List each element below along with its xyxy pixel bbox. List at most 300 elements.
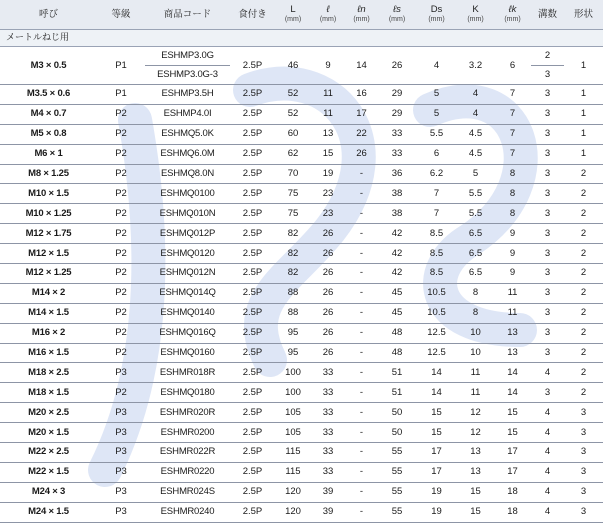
chamfer: 2.5P <box>230 323 275 343</box>
square-length: 11 <box>494 283 531 303</box>
product-code: ESHMQ5.0K <box>145 124 230 144</box>
table-row <box>0 244 603 264</box>
table-row <box>0 47 603 85</box>
col-ls-header <box>378 0 416 30</box>
shank-length: 51 <box>378 363 416 383</box>
nominal-size: M8 × 1.25 <box>0 164 97 184</box>
shank-diameter: 4 <box>416 47 457 85</box>
neck-length: - <box>345 403 378 423</box>
nominal-size: M22 × 2.5 <box>0 443 97 463</box>
shank-diameter: 15 <box>416 423 457 443</box>
shank-diameter: 6.2 <box>416 164 457 184</box>
neck-length: - <box>345 363 378 383</box>
header-label: ℓs <box>393 4 401 16</box>
nominal-size: M14 × 1.5 <box>0 303 97 323</box>
flute-count: 3 <box>531 104 564 124</box>
shank-length: 36 <box>378 164 416 184</box>
shank-length: 55 <box>378 482 416 502</box>
shank-length: 29 <box>378 104 416 124</box>
neck-length: - <box>345 462 378 482</box>
nominal-size: M24 × 1.5 <box>0 502 97 522</box>
neck-length: - <box>345 164 378 184</box>
flute-count: 3 <box>531 224 564 244</box>
col-chamfer-header <box>230 0 275 30</box>
grade: P3 <box>97 462 145 482</box>
shank-length: 38 <box>378 184 416 204</box>
table-row <box>0 204 603 224</box>
product-code: ESHMR0240 <box>145 502 230 522</box>
table-row <box>0 343 603 363</box>
square-K: 4 <box>457 85 494 105</box>
nominal-size: M10 × 1.5 <box>0 184 97 204</box>
product-code: ESHMR018R <box>145 363 230 383</box>
shape: 1 <box>564 144 603 164</box>
square-length: 14 <box>494 363 531 383</box>
header-unit: (mm) <box>428 16 445 24</box>
square-K: 10 <box>457 323 494 343</box>
product-code: ESHMR0200 <box>145 423 230 443</box>
chamfer: 2.5P <box>230 184 275 204</box>
square-K: 11 <box>457 383 494 403</box>
thread-length: 33 <box>311 363 345 383</box>
thread-length: 26 <box>311 303 345 323</box>
nominal-size: M3.5 × 0.6 <box>0 85 97 105</box>
shape: 2 <box>564 323 603 343</box>
flute-count <box>531 47 564 85</box>
square-length: 9 <box>494 264 531 284</box>
grade: P2 <box>97 104 145 124</box>
square-length: 9 <box>494 244 531 264</box>
shank-diameter: 5 <box>416 104 457 124</box>
neck-length: - <box>345 224 378 244</box>
header-unit: (mm) <box>467 16 484 24</box>
table-row <box>0 502 603 522</box>
grade: P3 <box>97 443 145 463</box>
length-L: 82 <box>275 264 311 284</box>
shape: 2 <box>564 303 603 323</box>
square-length: 18 <box>494 482 531 502</box>
square-K: 15 <box>457 482 494 502</box>
square-K: 3.2 <box>457 47 494 85</box>
table-row <box>0 462 603 482</box>
shank-diameter: 8.5 <box>416 244 457 264</box>
flute-count: 3 <box>531 283 564 303</box>
square-K: 13 <box>457 462 494 482</box>
grade: P2 <box>97 184 145 204</box>
thread-length: 23 <box>311 204 345 224</box>
shape: 3 <box>564 423 603 443</box>
neck-length: - <box>345 323 378 343</box>
square-K: 15 <box>457 502 494 522</box>
flute-count: 3 <box>531 204 564 224</box>
nominal-size: M16 × 1.5 <box>0 343 97 363</box>
square-K: 12 <box>457 423 494 443</box>
square-length: 8 <box>494 164 531 184</box>
square-K: 6.5 <box>457 264 494 284</box>
chamfer: 2.5P <box>230 462 275 482</box>
shank-diameter: 6 <box>416 144 457 164</box>
product-code: ESHMR022R <box>145 443 230 463</box>
shape: 2 <box>564 363 603 383</box>
flute-count: 3 <box>531 124 564 144</box>
col-flutes-header <box>531 0 564 30</box>
nominal-size: M12 × 1.25 <box>0 264 97 284</box>
chamfer: 2.5P <box>230 164 275 184</box>
thread-length: 11 <box>311 104 345 124</box>
table-row <box>0 283 603 303</box>
header-label: 形状 <box>573 8 593 20</box>
table-row <box>0 124 603 144</box>
nominal-size: M5 × 0.8 <box>0 124 97 144</box>
length-L: 105 <box>275 423 311 443</box>
thread-length: 26 <box>311 244 345 264</box>
chamfer: 2.5P <box>230 343 275 363</box>
chamfer: 2.5P <box>230 303 275 323</box>
length-L: 46 <box>275 47 311 85</box>
header-label: 商品コード <box>163 8 212 20</box>
table-row <box>0 323 603 343</box>
grade: P3 <box>97 502 145 522</box>
flute-count: 3 <box>531 323 564 343</box>
table-row <box>0 423 603 443</box>
flute-count-b: 3 <box>544 69 551 80</box>
shank-length: 42 <box>378 224 416 244</box>
chamfer: 2.5P <box>230 403 275 423</box>
neck-length: - <box>345 303 378 323</box>
length-L: 105 <box>275 403 311 423</box>
product-code: ESHMQ012P <box>145 224 230 244</box>
shank-diameter: 5 <box>416 85 457 105</box>
shank-diameter: 14 <box>416 363 457 383</box>
square-K: 5.5 <box>457 184 494 204</box>
length-L: 95 <box>275 343 311 363</box>
flute-count: 4 <box>531 502 564 522</box>
col-l-header <box>311 0 345 30</box>
shape: 3 <box>564 443 603 463</box>
shank-diameter: 5.5 <box>416 124 457 144</box>
shank-diameter: 12.5 <box>416 323 457 343</box>
square-length: 17 <box>494 462 531 482</box>
section-row <box>0 30 603 47</box>
chamfer: 2.5P <box>230 443 275 463</box>
length-L: 88 <box>275 283 311 303</box>
shape: 3 <box>564 462 603 482</box>
square-length: 18 <box>494 502 531 522</box>
square-K: 8 <box>457 303 494 323</box>
nominal-size: M12 × 1.5 <box>0 244 97 264</box>
length-L: 52 <box>275 85 311 105</box>
nominal-size: M12 × 1.75 <box>0 224 97 244</box>
neck-length: - <box>345 423 378 443</box>
square-length: 7 <box>494 85 531 105</box>
header-label: L <box>290 4 296 16</box>
shank-diameter: 17 <box>416 443 457 463</box>
shape: 2 <box>564 204 603 224</box>
shape: 3 <box>564 482 603 502</box>
length-L: 70 <box>275 164 311 184</box>
nominal-size: M18 × 2.5 <box>0 363 97 383</box>
header-label: ℓk <box>508 4 517 16</box>
square-K: 4 <box>457 104 494 124</box>
header-unit: (mm) <box>353 16 370 24</box>
grade: P2 <box>97 383 145 403</box>
square-length: 9 <box>494 224 531 244</box>
shank-diameter: 19 <box>416 482 457 502</box>
grade: P2 <box>97 224 145 244</box>
thread-length: 26 <box>311 283 345 303</box>
chamfer: 2.5P <box>230 244 275 264</box>
square-length: 13 <box>494 343 531 363</box>
shape: 1 <box>564 85 603 105</box>
shank-length: 29 <box>378 85 416 105</box>
square-K: 10 <box>457 343 494 363</box>
product-code <box>145 47 230 85</box>
chamfer: 2.5P <box>230 104 275 124</box>
col-lk-header <box>494 0 531 30</box>
header-label: K <box>472 4 479 16</box>
flute-count: 3 <box>531 244 564 264</box>
shank-diameter: 7 <box>416 184 457 204</box>
thread-length: 19 <box>311 164 345 184</box>
col-nominal-header <box>0 0 97 30</box>
product-code: ESHMQ010N <box>145 204 230 224</box>
product-code: ESHMQ0100 <box>145 184 230 204</box>
product-code: ESHMP4.0I <box>145 104 230 124</box>
chamfer: 2.5P <box>230 85 275 105</box>
neck-length: - <box>345 502 378 522</box>
length-L: 95 <box>275 323 311 343</box>
shape: 2 <box>564 283 603 303</box>
thread-length: 33 <box>311 383 345 403</box>
grade: P3 <box>97 482 145 502</box>
chamfer: 2.5P <box>230 204 275 224</box>
grade: P2 <box>97 283 145 303</box>
thread-length: 26 <box>311 264 345 284</box>
square-length: 7 <box>494 124 531 144</box>
grade: P2 <box>97 144 145 164</box>
nominal-size: M18 × 1.5 <box>0 383 97 403</box>
square-K: 5 <box>457 164 494 184</box>
grade: P2 <box>97 204 145 224</box>
nominal-size: M24 × 3 <box>0 482 97 502</box>
square-length: 7 <box>494 104 531 124</box>
chamfer: 2.5P <box>230 144 275 164</box>
table-row <box>0 443 603 463</box>
grade: P2 <box>97 264 145 284</box>
shank-length: 55 <box>378 502 416 522</box>
product-code: ESHMQ8.0N <box>145 164 230 184</box>
shank-diameter: 7 <box>416 204 457 224</box>
grade: P2 <box>97 244 145 264</box>
chamfer: 2.5P <box>230 363 275 383</box>
product-code: ESHMQ0160 <box>145 343 230 363</box>
chamfer: 2.5P <box>230 264 275 284</box>
neck-length: 14 <box>345 47 378 85</box>
shank-length: 38 <box>378 204 416 224</box>
neck-length: - <box>345 283 378 303</box>
header-label: Ds <box>430 4 443 16</box>
product-code-b: ESHMP3.0G-3 <box>157 69 218 80</box>
shank-diameter: 8.5 <box>416 264 457 284</box>
length-L: 62 <box>275 144 311 164</box>
flute-count: 4 <box>531 363 564 383</box>
grade: P2 <box>97 164 145 184</box>
flute-count: 3 <box>531 164 564 184</box>
shank-diameter: 19 <box>416 502 457 522</box>
header-unit: (mm) <box>504 16 521 24</box>
thread-length: 9 <box>311 47 345 85</box>
table-row <box>0 224 603 244</box>
square-length: 8 <box>494 204 531 224</box>
product-code: ESHMR024S <box>145 482 230 502</box>
nominal-size: M6 × 1 <box>0 144 97 164</box>
flute-count: 3 <box>531 144 564 164</box>
shape: 1 <box>564 104 603 124</box>
square-K: 13 <box>457 443 494 463</box>
header-label: ℓ <box>326 4 330 16</box>
length-L: 82 <box>275 224 311 244</box>
thread-length: 11 <box>311 85 345 105</box>
table-row <box>0 482 603 502</box>
grade: P2 <box>97 303 145 323</box>
chamfer: 2.5P <box>230 124 275 144</box>
table-row <box>0 184 603 204</box>
thread-length: 33 <box>311 403 345 423</box>
neck-length: - <box>345 383 378 403</box>
shank-diameter: 12.5 <box>416 343 457 363</box>
product-code-a: ESHMP3.0G <box>145 47 230 66</box>
square-K: 4.5 <box>457 144 494 164</box>
square-length: 14 <box>494 383 531 403</box>
neck-length: 22 <box>345 124 378 144</box>
chamfer: 2.5P <box>230 482 275 502</box>
flute-count: 4 <box>531 423 564 443</box>
flute-count: 4 <box>531 482 564 502</box>
shank-length: 48 <box>378 323 416 343</box>
square-K: 8 <box>457 283 494 303</box>
flute-count: 3 <box>531 343 564 363</box>
square-K: 5.5 <box>457 204 494 224</box>
flute-count: 3 <box>531 264 564 284</box>
nominal-size: M4 × 0.7 <box>0 104 97 124</box>
thread-length: 33 <box>311 443 345 463</box>
shape: 2 <box>564 244 603 264</box>
neck-length: 17 <box>345 104 378 124</box>
shank-length: 55 <box>378 443 416 463</box>
length-L: 88 <box>275 303 311 323</box>
square-K: 6.5 <box>457 244 494 264</box>
length-L: 75 <box>275 184 311 204</box>
neck-length: 16 <box>345 85 378 105</box>
shank-length: 26 <box>378 47 416 85</box>
shank-length: 33 <box>378 144 416 164</box>
thread-length: 39 <box>311 502 345 522</box>
header-label: 溝数 <box>537 8 557 20</box>
header-label: 食付き <box>238 8 267 20</box>
product-code: ESHMQ012N <box>145 264 230 284</box>
shank-length: 33 <box>378 124 416 144</box>
table-row <box>0 164 603 184</box>
neck-length: - <box>345 443 378 463</box>
product-code: ESHMQ0180 <box>145 383 230 403</box>
flute-count: 3 <box>531 85 564 105</box>
nominal-size: M10 × 1.25 <box>0 204 97 224</box>
product-code: ESHMR0220 <box>145 462 230 482</box>
shape: 2 <box>564 224 603 244</box>
neck-length: - <box>345 264 378 284</box>
grade: P2 <box>97 323 145 343</box>
square-K: 6.5 <box>457 224 494 244</box>
shape: 3 <box>564 502 603 522</box>
square-length: 17 <box>494 443 531 463</box>
product-code: ESHMQ6.0M <box>145 144 230 164</box>
table-row <box>0 144 603 164</box>
nominal-size: M20 × 1.5 <box>0 423 97 443</box>
grade: P1 <box>97 85 145 105</box>
shank-diameter: 15 <box>416 403 457 423</box>
neck-length: - <box>345 204 378 224</box>
table-row <box>0 303 603 323</box>
col-ln-header <box>345 0 378 30</box>
nominal-size: M22 × 1.5 <box>0 462 97 482</box>
shape: 2 <box>564 264 603 284</box>
col-shape-header <box>564 0 603 30</box>
shape: 2 <box>564 164 603 184</box>
length-L: 52 <box>275 104 311 124</box>
col-grade-header <box>97 0 145 30</box>
nominal-size: M20 × 2.5 <box>0 403 97 423</box>
product-code: ESHMP3.5H <box>145 85 230 105</box>
square-K: 12 <box>457 403 494 423</box>
shank-length: 45 <box>378 303 416 323</box>
shank-length: 42 <box>378 264 416 284</box>
length-L: 120 <box>275 502 311 522</box>
thread-length: 23 <box>311 184 345 204</box>
square-length: 15 <box>494 423 531 443</box>
section-label: メートルねじ用 <box>0 30 603 47</box>
product-code: ESHMQ0120 <box>145 244 230 264</box>
neck-length: 26 <box>345 144 378 164</box>
chamfer: 2.5P <box>230 224 275 244</box>
header-row <box>0 0 603 30</box>
table-row <box>0 264 603 284</box>
product-code: ESHMR020R <box>145 403 230 423</box>
nominal-size: M14 × 2 <box>0 283 97 303</box>
shank-diameter: 10.5 <box>416 303 457 323</box>
shank-length: 48 <box>378 343 416 363</box>
product-code: ESHMQ016Q <box>145 323 230 343</box>
neck-length: - <box>345 244 378 264</box>
product-code: ESHMQ014Q <box>145 283 230 303</box>
length-L: 75 <box>275 204 311 224</box>
flute-count: 3 <box>531 184 564 204</box>
chamfer: 2.5P <box>230 283 275 303</box>
shank-length: 42 <box>378 244 416 264</box>
length-L: 115 <box>275 462 311 482</box>
flute-count-a: 2 <box>531 47 564 66</box>
shank-diameter: 14 <box>416 383 457 403</box>
grade: P3 <box>97 363 145 383</box>
shank-length: 55 <box>378 462 416 482</box>
length-L: 120 <box>275 482 311 502</box>
length-L: 82 <box>275 244 311 264</box>
length-L: 100 <box>275 363 311 383</box>
thread-length: 26 <box>311 224 345 244</box>
flute-count: 4 <box>531 403 564 423</box>
flute-count: 3 <box>531 303 564 323</box>
header-unit: (mm) <box>284 16 302 24</box>
grade: P3 <box>97 423 145 443</box>
